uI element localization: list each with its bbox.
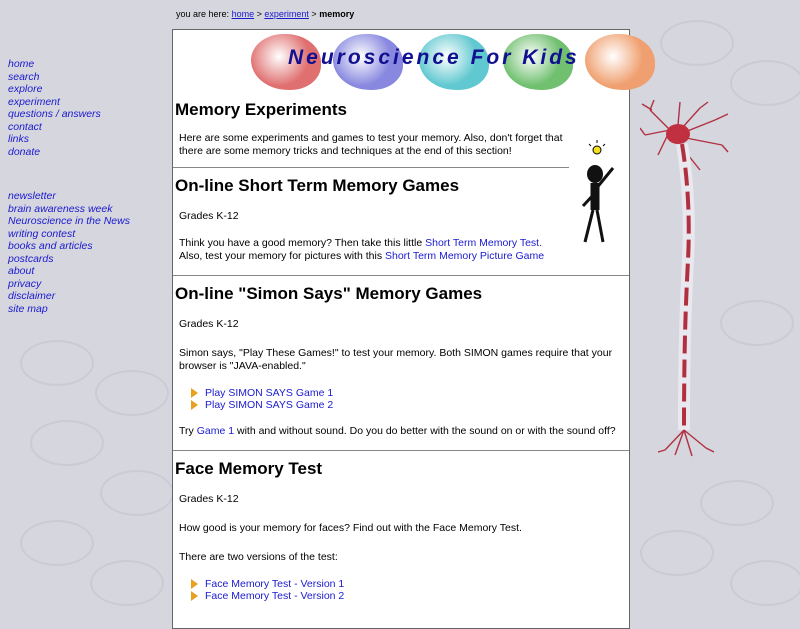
face-paragraph: How good is your memory for faces? Find out with the Face Memory Test. (179, 522, 522, 534)
face-test-version-1-link[interactable]: Face Memory Test - Version 1 (205, 578, 345, 590)
orange-arrow-bullet-icon (191, 400, 198, 410)
short-term-text-1: Think you have a good memory? Then take this little (179, 237, 423, 249)
simon-try-suffix: with and without sound. Do you do better with the sound on or with the sound off? (236, 425, 616, 437)
brain-image-orange (585, 34, 655, 90)
watermark-brain (640, 530, 714, 576)
breadcrumb-home-link[interactable]: home (231, 9, 255, 19)
section-divider (173, 450, 629, 451)
short-term-text-2: Also, test your memory for pictures with this (179, 250, 383, 262)
section-title-simon-says: On-line "Simon Says" Memory Games (175, 284, 483, 303)
watermark-brain (730, 560, 800, 606)
orange-arrow-bullet-icon (191, 388, 198, 398)
watermark-brain (730, 60, 800, 106)
breadcrumb (176, 9, 354, 19)
short-term-memory-test-link[interactable]: Short Term Memory Test. (425, 237, 543, 249)
nav-link-newsletter[interactable]: newsletter (8, 190, 56, 202)
simon-game-list (191, 387, 629, 411)
left-navigation (8, 58, 168, 315)
list-item (191, 387, 629, 399)
nav-link-about[interactable]: about (8, 265, 35, 277)
section-title-memory-experiments: Memory Experiments (175, 100, 347, 119)
breadcrumb-separator: > (256, 9, 262, 19)
nav-link-donate[interactable]: donate (8, 145, 41, 158)
list-item (191, 590, 629, 602)
breadcrumb-current: memory (319, 9, 355, 19)
nav-link-site-map[interactable]: site map (8, 302, 48, 315)
face-test-list (191, 578, 629, 602)
intro-paragraph: Here are some experiments and games to test your memory. Also, don't forget that there are some memory tricks and techniques at the end of this section! (179, 132, 563, 157)
site-title: Neuroscience For Kids (288, 46, 580, 69)
face-grades: Grades K-12 (179, 493, 239, 505)
nav-link-contact[interactable]: contact (8, 120, 42, 133)
nav-link-writing-contest[interactable]: writing contest (8, 227, 76, 240)
simon-game-1-link[interactable]: Play SIMON SAYS Game 1 (205, 387, 334, 399)
nav-link-postcards[interactable]: postcards (8, 252, 54, 265)
simon-game-2-link[interactable]: Play SIMON SAYS Game 2 (205, 399, 334, 411)
list-item (191, 578, 629, 590)
watermark-brain (20, 340, 94, 386)
watermark-brain (30, 420, 104, 466)
section-title-short-term: On-line Short Term Memory Games (175, 176, 460, 195)
watermark-brain (700, 480, 774, 526)
breadcrumb-prefix: you are here: (176, 9, 230, 19)
watermark-brain (20, 520, 94, 566)
simon-try-paragraph (179, 425, 627, 438)
short-term-paragraph (179, 237, 579, 263)
simon-try-prefix: Try (179, 425, 194, 437)
section-divider (173, 275, 629, 276)
section-title-face-memory: Face Memory Test (175, 459, 323, 478)
nav-link-privacy[interactable]: privacy (8, 277, 42, 290)
nav-link-experiment[interactable]: experiment (8, 95, 60, 108)
nav-link-search[interactable]: search (8, 70, 40, 83)
face-versions-text: There are two versions of the test: (179, 551, 338, 563)
simon-try-game-1-link[interactable]: Game 1 (196, 425, 235, 437)
watermark-brain (100, 470, 174, 516)
short-term-picture-game-link[interactable]: Short Term Memory Picture Game (385, 250, 545, 262)
nav-link-links[interactable]: links (8, 133, 30, 145)
face-test-version-2-link[interactable]: Face Memory Test - Version 2 (205, 590, 345, 602)
section-divider (173, 167, 569, 168)
nav-link-questions-answers[interactable]: questions / answers (8, 108, 101, 120)
nav-spacer (8, 158, 168, 190)
site-banner[interactable] (173, 30, 629, 94)
simon-grades: Grades K-12 (179, 318, 239, 330)
neuron-illustration (640, 100, 730, 480)
watermark-brain (95, 370, 169, 416)
breadcrumb-experiment-link[interactable]: experiment (264, 9, 309, 19)
breadcrumb-separator: > (311, 9, 317, 19)
simon-paragraph: Simon says, "Play These Games!" to test your memory. Both SIMON games require that your browser is "JAVA-enabled." (179, 347, 613, 372)
watermark-brain (90, 560, 164, 606)
nav-link-home[interactable]: home (8, 58, 35, 70)
nav-link-neuroscience-news[interactable]: Neuroscience in the News (8, 215, 130, 227)
stick-figure-idea-image (577, 138, 627, 253)
nav-link-explore[interactable]: explore (8, 83, 43, 95)
orange-arrow-bullet-icon (191, 579, 198, 589)
nav-link-books-articles[interactable]: books and articles (8, 240, 93, 252)
list-item (191, 399, 629, 411)
short-term-grades: Grades K-12 (179, 210, 239, 222)
watermark-brain (660, 20, 734, 66)
nav-link-brain-awareness-week[interactable]: brain awareness week (8, 202, 113, 215)
nav-link-disclaimer[interactable]: disclaimer (8, 290, 56, 302)
watermark-brain (720, 300, 794, 346)
main-content (172, 29, 630, 629)
